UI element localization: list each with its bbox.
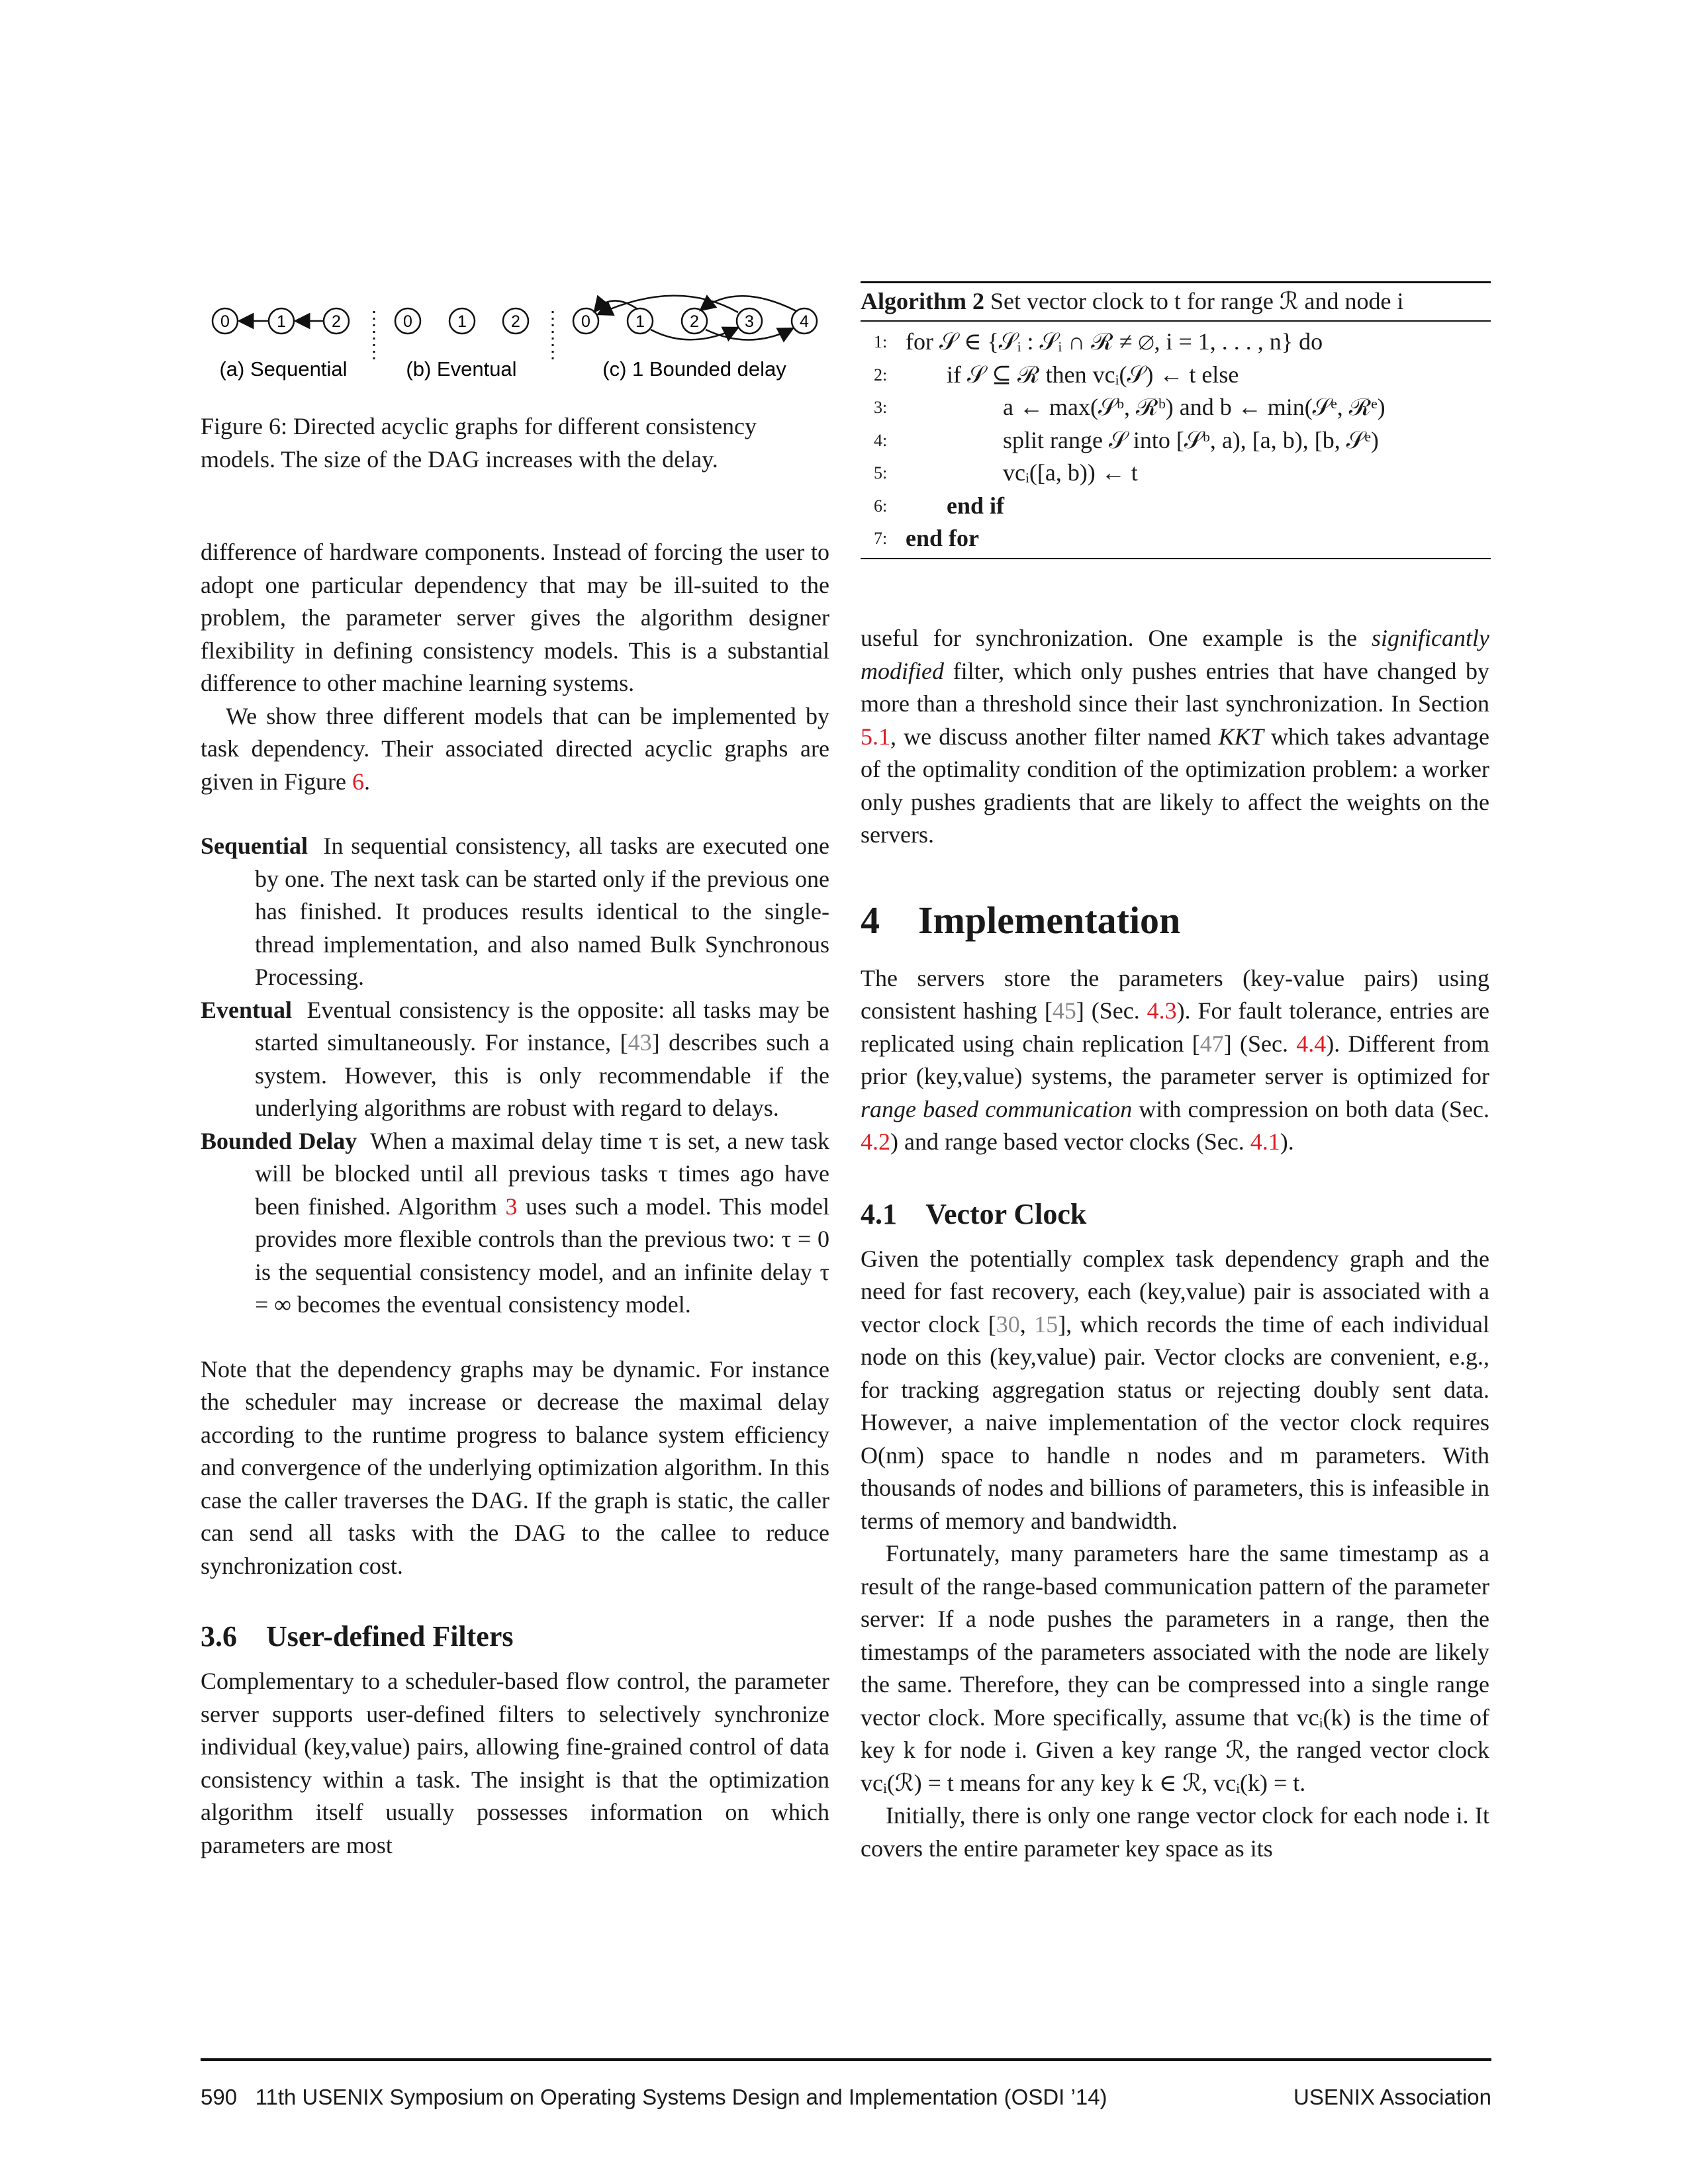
node-label: 2 [690,312,699,331]
panel-sequential-graph [212,308,349,334]
section-ref-link[interactable]: 4.4 [1296,1030,1327,1057]
panel-eventual-graph [395,308,528,334]
venue: 11th USENIX Symposium on Operating Systems Design and Implementation (OSDI ’14) [255,2085,1107,2109]
node-label: 0 [581,312,590,331]
figure-caption [201,410,829,476]
paragraph: Fortunately, many parameters hare the same timestamp as a result of the range-based communication pattern of the parameter server: If a node pushes the parameters in a range, then the timestamps of the parameters associated with the node are likely the same. Therefore, they can be compressed into a single range vector clock. More specifically, assume that vcᵢ(k) is the time of key k for node i. Given a key range ℛ, the ranged vector clock vcᵢ(ℛ) = t means for any key k ∈ ℛ, vcᵢ(k) = t. [861,1540,1489,1796]
caption-line: Figure 6: Directed acyclic graphs for different consistency [201,413,757,439]
figure-ref-link[interactable]: 6 [352,768,364,795]
algorithm-line: 7: end for [874,525,979,551]
footer-left [201,2085,1107,2110]
node-label: 2 [332,312,341,331]
subcaption-b: (b) Eventual [406,357,517,381]
node-label: 1 [457,312,467,331]
node-label: 4 [800,312,809,331]
algorithm-title: Algorithm 2 Set vector clock to t for range ℛ and node i [861,288,1404,314]
paragraph: Initially, there is only one range vector clock for each node i. It covers the entire parameter key space as its [861,1802,1489,1862]
node-label: 1 [277,312,286,331]
citation-link[interactable]: 30 [996,1310,1020,1338]
section-heading-4-1: 4.1 Vector Clock [861,1197,1087,1230]
node-label: 3 [745,312,754,331]
left-column [201,536,829,1862]
section-ref-link[interactable]: 5.1 [861,723,890,750]
panel-bounded-graph [573,296,817,340]
dag-diagram [201,291,829,397]
page-number: 590 [201,2085,238,2109]
caption-line: models. The size of the DAG increases with the delay. [201,445,718,473]
algorithm-line: 2: if 𝒮 ⊆ ℛ then vcᵢ(𝒮) ← t else [874,361,1239,388]
section-ref-link[interactable]: 4.1 [1250,1128,1280,1155]
citation-link[interactable]: 47 [1199,1030,1224,1057]
subcaption-c: (c) 1 Bounded delay [602,357,786,381]
algorithm-line: 5: vcᵢ([a, b)) ← t [874,459,1138,486]
citation-link[interactable]: 43 [628,1029,652,1056]
section-heading-4: 4 Implementation [861,898,1181,942]
term: Sequential [201,833,308,859]
paragraph: Complementary to a scheduler-based flow control, the parameter server supports user-defined filters to selectively synchronize individual (key,value) pairs, allowing fine-grained control of data consistency within a task. The insight is that the optimization algorithm itself usually possesses information on which parameters are most [201,1668,829,1858]
algorithm-ref-link[interactable]: 3 [505,1193,518,1220]
node-label: 0 [220,312,230,331]
algorithm-line: 4: split range 𝒮 into [𝒮ᵇ, a), [a, b), [b, 𝒮ᵉ) [874,426,1379,453]
subcaption-a: (a) Sequential [219,357,348,381]
paragraph: The servers store the parameters (key-value pairs) using consistent hashing [45] (Sec. 4.3). For fault tolerance, entries are replicated using chain replication [47] (Sec. 4.4). Different from prior (key,value) systems, the parameter server is optimized for range based communication with compression on both data (Sec. 4.2) and range based vector clocks (Sec. 4.1). [861,964,1489,1155]
definition-eventual: Eventual Eventual consistency is the opposite: all tasks may be started simultaneously. For instance, [43] describes such a system. However, this is only recommendable if the underlying algorithms are robust with regard to delays. [201,996,830,1121]
section-ref-link[interactable]: 4.3 [1147,997,1177,1024]
footer-association: USENIX Association [1293,2085,1491,2109]
paragraph: Note that the dependency graphs may be dynamic. For instance the scheduler may increase or decrease the maximal delay according to the runtime progress to balance system efficiency and convergence of the underlying optimization algorithm. In this case the caller traverses the DAG. If the graph is static, the caller can send all tasks with the DAG to the callee to reduce synchronization cost. [201,1355,829,1579]
citation-link[interactable]: 15 [1034,1310,1058,1338]
paragraph: Given the potentially complex task dependency graph and the need for fast recovery, each (key,value) pair is associated with a vector clock [30, 15], which records the time of each individual node on this (key,value) pair. Vector clocks are convenient, e.g., for tracking aggregation status or rejecting doubly sent data. However, a naive implementation of the vector clock requires O(nm) space to handle n nodes and m parameters. With thousands of nodes and billions of parameters, this is infeasible in terms of memory and bandwidth. [861,1245,1489,1534]
definition-sequential: Sequential In sequential consistency, all tasks are executed one by one. The next task can be started only if the previous one has finished. It produces results identical to the single-thread implementation, and also named Bulk Synchronous Processing. [201,833,830,990]
paragraph: We show three different models that can be implemented by task dependency. Their associated directed acyclic graphs are given in Figure 6. [201,702,829,795]
definition-bounded-delay: Bounded Delay When a maximal delay time τ is set, a new task will be blocked until all previous tasks τ times ago have been finished. Algorithm 3 uses such a model. This model provides more flexible controls than the previous two: τ = 0 is the sequential consistency model, and an infinite delay τ = ∞ becomes the eventual consistency model. [201,1127,830,1318]
citation-link[interactable]: 45 [1052,997,1076,1024]
term: Eventual [201,996,293,1023]
right-column [861,622,1489,1865]
algorithm-line: 6: end if [874,492,1005,519]
paragraph: useful for synchronization. One example is the significantly modified filter, which only pushes entries that have changed by more than a threshold since their last synchronization. In Section 5.1, we discuss another filter named KKT which takes advantage of the optimality condition of the optimization problem: a worker only pushes gradients that are likely to affect the weights on the servers. [861,625,1489,848]
node-label: 0 [403,312,412,331]
algorithm-line: 3: a ← max(𝒮ᵇ, ℛᵇ) and b ← min(𝒮ᵉ, ℛᵉ) [874,394,1385,420]
footer-rule [201,2058,1491,2061]
paragraph: difference of hardware components. Instead of forcing the user to adopt one particular dependency that may be ill-suited to the problem, the parameter server gives the algorithm designer flexibility in defining consistency models. This is a substantial difference to other machine learning systems. [201,539,829,696]
algorithm-line: 1: for 𝒮 ∈ {𝒮ᵢ : 𝒮ᵢ ∩ ℛ ≠ ∅, i = 1, . . . , n} do [874,328,1323,355]
node-label: 1 [635,312,645,331]
section-heading-3-6: 3.6 User-defined Filters [201,1620,514,1653]
node-label: 2 [511,312,520,331]
algorithm-2-box [861,281,1491,559]
term: Bounded Delay [201,1127,357,1154]
figure-6 [201,291,829,400]
section-ref-link[interactable]: 4.2 [861,1128,890,1155]
